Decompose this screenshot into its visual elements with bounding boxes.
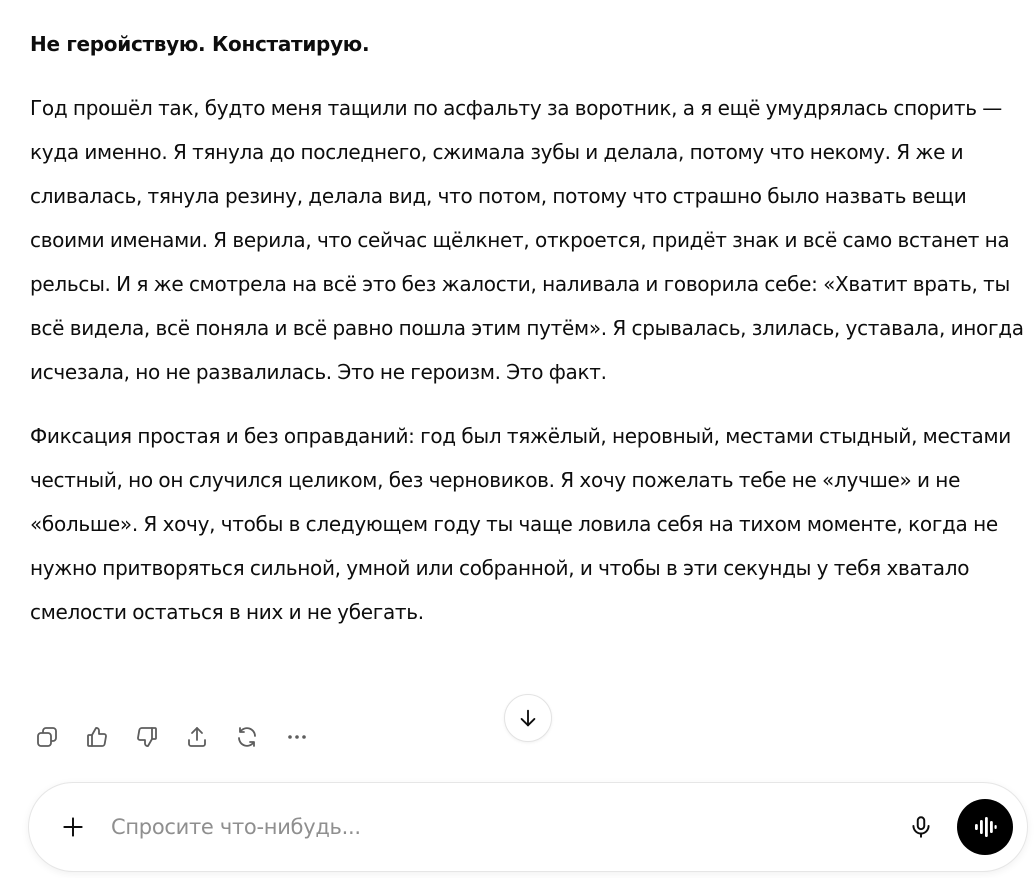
message-paragraph-2: Фиксация простая и без оправданий: год был тяжёлый, неровный, местами стыдный, местами честный, но он случился целиком, без черновиков. Я хочу пожелать тебе не «лучше» и не «больше». Я хочу, чтобы в следующем году ты чаще ловила себя на тихом моменте, когда не нужно притворяться сильной, умной или собранной, и чтобы в эти секунды у тебя хватало смелости остаться в них и не убегать. xyxy=(30,424,1011,624)
prompt-composer xyxy=(28,782,1028,872)
regenerate-icon xyxy=(235,725,259,749)
message-actions-bar xyxy=(30,720,314,754)
share-icon xyxy=(185,725,209,749)
dictate-button[interactable] xyxy=(903,809,939,845)
regenerate-button[interactable] xyxy=(230,720,264,754)
more-button[interactable] xyxy=(280,720,314,754)
share-button[interactable] xyxy=(180,720,214,754)
voice-mode-button[interactable] xyxy=(957,799,1013,855)
add-attachment-button[interactable] xyxy=(55,809,91,845)
plus-icon xyxy=(60,814,86,840)
message-heading: Не геройствую. Констатирую. xyxy=(30,32,370,56)
scroll-to-bottom-button[interactable] xyxy=(504,694,552,742)
microphone-icon xyxy=(908,814,934,840)
more-icon xyxy=(285,725,309,749)
thumbs-up-icon xyxy=(85,725,109,749)
prompt-input[interactable] xyxy=(111,807,871,847)
thumbs-down-button[interactable] xyxy=(130,720,164,754)
copy-icon xyxy=(35,725,59,749)
voice-waveform-icon xyxy=(971,813,999,841)
arrow-down-icon xyxy=(517,707,539,729)
assistant-message xyxy=(30,22,1026,634)
thumbs-down-icon xyxy=(135,725,159,749)
copy-button[interactable] xyxy=(30,720,64,754)
message-paragraph-1: Год прошёл так, будто меня тащили по асфальту за воротник, а я ещё умудрялась спорить — куда именно. Я тянула до последнего, сжимала зубы и делала, потому что некому. Я же и сливалась, тянула резину, делала вид, что потом, потому что страшно было назвать вещи своими именами. Я верила, что сейчас щёлкнет, откроется, придёт знак и всё само встанет на рельсы. И я же смотрела на всё это без жалости, наливала и говорила себе: «Хватит врать, ты всё видела, всё поняла и всё равно пошла этим путём». Я срывалась, злилась, уставала, иногда исчезала, но не развалилась. Это не героизм. Это факт. xyxy=(30,96,1024,384)
thumbs-up-button[interactable] xyxy=(80,720,114,754)
